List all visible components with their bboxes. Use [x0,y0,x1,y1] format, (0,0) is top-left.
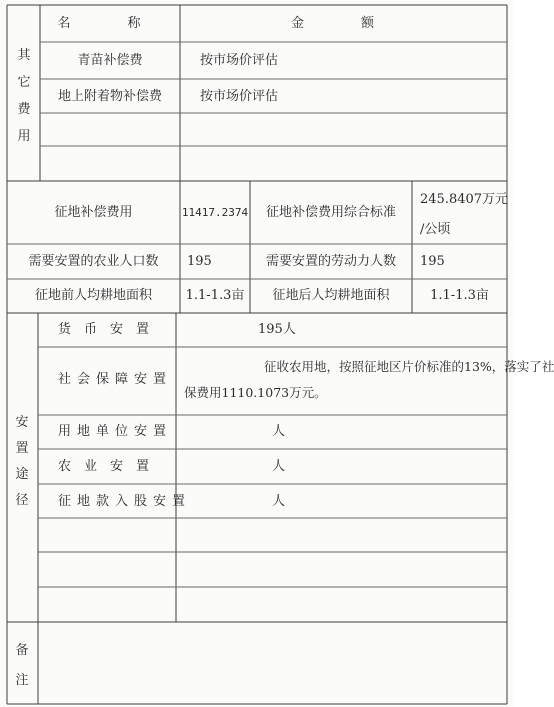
resettlement-value: 人 [272,494,286,509]
comp-fee-label: 征地补偿费用 [54,205,133,220]
agri-pop-value: 195 [187,254,212,269]
labor-label: 需要安置的劳动力人数 [265,254,396,269]
land-before-value: 1.1-1.3亩 [185,288,245,303]
comp-std-value-line2: /公顷 [420,222,451,237]
resettlement-value-line2: 保费用1110.1073万元。 [184,385,327,400]
land-before-label: 征地前人均耕地面积 [34,288,152,303]
other-fee-amount: 按市场价评估 [200,89,279,104]
resettlement-label: 农 业 安 置 [58,459,150,474]
resettlement-label: 社会保障安置 [58,372,173,387]
resettlement-side-label: 安置途径 [15,415,29,508]
comp-fee-value: 11417.2374 [181,206,249,219]
comp-std-label: 征地补偿费用综合标准 [265,205,396,220]
resettlement-label: 货 币 安 置 [58,322,150,337]
other-fee-amount: 按市场价评估 [200,53,279,68]
header-amount: 金 额 [290,16,396,31]
other-fee-name: 地上附着物补偿费 [58,89,163,104]
header-name: 名 称 [57,16,163,31]
comp-std-value-line1: 245.8407万元 [420,192,509,207]
resettlement-label: 征地款入股安置 [58,494,192,509]
resettlement-value: 人 [272,459,286,474]
resettlement-label: 用地单位安置 [58,424,173,439]
agri-pop-label: 需要安置的农业人口数 [28,254,159,269]
other-fee-name: 青苗补偿费 [77,53,143,68]
remarks-side-label: 备注 [15,643,29,688]
other-fees-side-label: 其它费用 [17,48,31,144]
resettlement-value: 人 [272,424,286,439]
land-after-value: 1.1-1.3亩 [430,288,489,303]
resettlement-value: 195人 [258,322,296,337]
labor-value: 195 [420,254,445,269]
land-after-label: 征地后人均耕地面积 [272,288,390,303]
resettlement-value-line1: 征收农用地，按照征地区片价标准的13%，落实了社 [264,359,554,374]
